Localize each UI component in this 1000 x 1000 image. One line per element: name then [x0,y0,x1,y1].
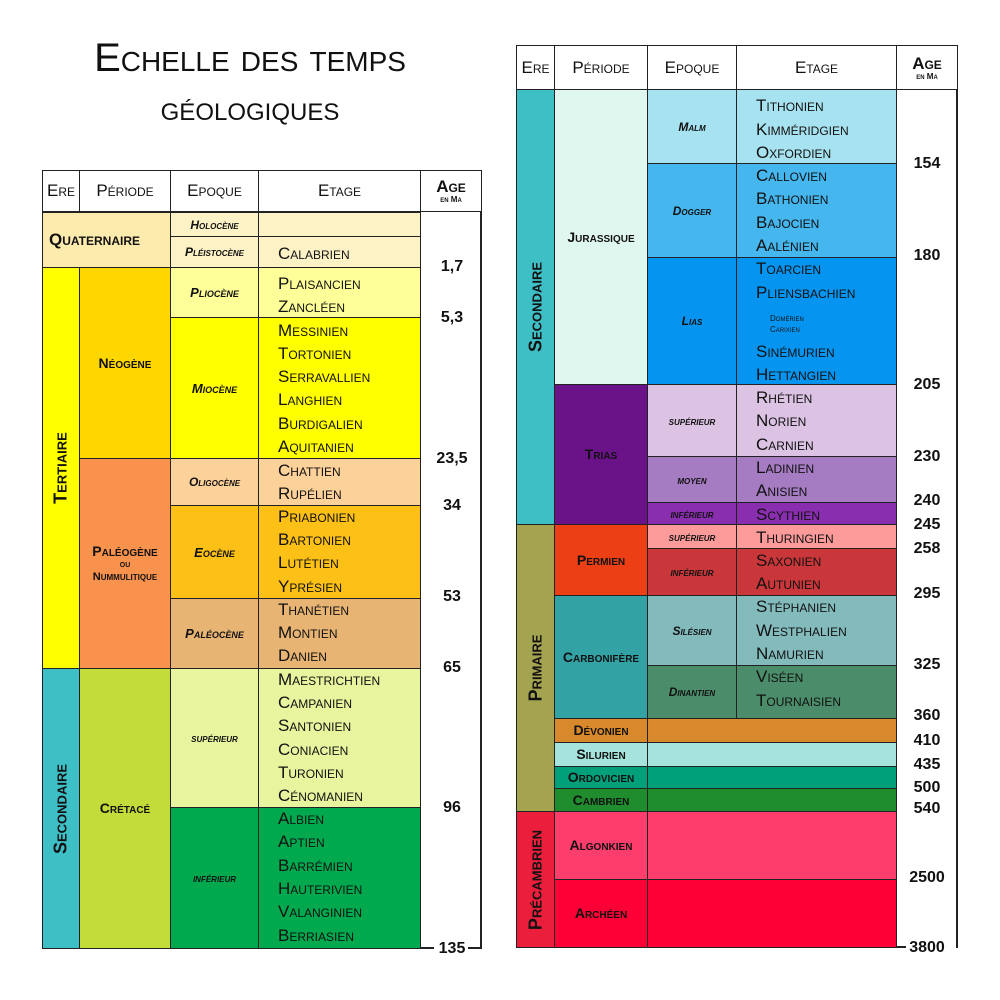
header-age-label: Age [436,177,466,196]
stage-valanginien: Valanginien [278,902,363,921]
stage-turonien: Turonien [278,763,344,782]
stage-santonien: Santonien [278,716,352,735]
chart-title-line-1: Echelle des temps [94,36,406,80]
stage-hauterivien: Hauterivien [278,879,363,898]
stage-langhien: Langhien [278,390,343,409]
stage-bartonien: Bartonien [278,530,351,549]
stage-oxfordien: Oxfordien [756,143,832,162]
stage-pliensbachien: Pliensbachien [756,283,856,302]
era-precambrien [516,811,555,948]
stage-domerien: Domérien [770,314,804,323]
period-archeen-band [647,879,897,948]
age-label-180: 180 [913,247,941,264]
header-age-right [896,45,958,90]
age-label-3800: 3800 [909,939,945,956]
epoch-malm: Malm [647,89,737,164]
stage-toarcien: Toarcien [756,259,822,278]
age-label-205: 205 [913,376,941,393]
stage-westphalien: Westphalien [756,621,847,640]
header-epoque: Epoque [170,170,259,212]
epoch-cretace-superieur: supérieur [170,668,259,808]
age-label-230: 230 [913,448,941,465]
age-label-410: 410 [913,732,941,749]
chart-title-line-2: géologiques [160,90,340,128]
era-secondaire-right [516,89,555,525]
stage-scythien: Scythien [756,505,821,524]
stage-coniacien: Coniacien [278,740,349,759]
period-paleogene-label: Paléogène [92,542,158,559]
stage-burdigalien: Burdigalien [278,414,363,433]
period-ordovicien-band [647,766,897,789]
epoch-trias-superieur: supérieur [647,384,737,457]
era-primaire-label: Primaire [525,634,545,702]
era-quaternaire: Quaternaire [42,212,171,268]
stage-aquitanien: Aquitanien [278,437,354,456]
age-label-360: 360 [913,707,941,724]
header-epoque-right: Epoque [647,45,737,90]
stage-thuringien: Thuringien [756,528,834,547]
header-ere: Ere [42,170,80,212]
stage-namurien: Namurien [756,644,824,663]
period-paleogene [79,458,171,669]
stage-montien: Montien [278,623,338,642]
stage-barremien: Barrémien [278,856,353,875]
period-devonien: Dévonien [554,718,648,743]
age-label-245: 245 [913,516,941,533]
period-cretace: Crétacé [79,668,171,949]
stage-bajocien: Bajocien [756,213,820,232]
stage-norien: Norien [756,411,807,430]
stage-albien: Albien [278,809,325,828]
epoch-trias-moyen: moyen [647,456,737,503]
stage-viseen: Viséen [756,667,804,686]
stage-campanien: Campanien [278,693,353,712]
header-etage-right: Etage [736,45,897,90]
stage-ypresien: Yprésien [278,577,343,596]
epoch-silesien: Silésien [647,595,737,666]
period-archeen: Archéen [554,879,648,948]
age-label-1-7: 1,7 [440,258,464,275]
epoch-eocene: Eocène [170,505,259,599]
stage-chattien: Chattien [278,461,341,480]
epoch-holocene: Holocène [170,212,259,237]
epoch-pliocene: Pliocène [170,267,259,318]
age-label-258: 258 [913,540,941,557]
era-secondaire-left-label: Secondaire [50,763,71,854]
age-label-53: 53 [443,588,461,605]
stage-lutetien: Lutétien [278,553,339,572]
age-label-34: 34 [443,497,461,514]
stage-ladinien: Ladinien [756,458,815,477]
stage-maestrichtien: Maestrichtien [278,670,381,689]
stage-stephanien: Stéphanien [756,597,837,616]
period-paleogene-ou: ou [119,559,131,571]
stage-plaisancien: Plaisancien [278,274,361,293]
epoch-lias: Lias [647,257,737,385]
age-label-325: 325 [913,656,941,673]
epoch-paleocene: Paléocène [170,598,259,669]
age-label-96: 96 [443,799,461,816]
stage-anisien: Anisien [756,481,808,500]
stage-tortonien: Tortonien [278,344,352,363]
epoch-cretace-inferieur: inférieur [170,807,259,949]
stage-bathonien: Bathonien [756,189,829,208]
stage-cenomanien: Cénomanien [278,786,363,805]
age-label-540: 540 [913,800,941,817]
stage-tournaisien: Tournaisien [756,691,842,710]
stage-danien: Danien [278,646,327,665]
stage-messinien: Messinien [278,321,349,340]
age-label-135: 135 [438,940,466,957]
header-age-right-label: Age [912,53,942,73]
stage-aalenien: Aalénien [756,236,819,255]
header-age-right-unit: en Ma [916,71,938,81]
epoch-permien-inferieur: inférieur [647,548,737,596]
header-etage: Etage [258,170,421,212]
age-label-295: 295 [913,585,941,602]
period-neogene: Néogène [79,267,171,459]
age-label-65: 65 [443,659,461,676]
age-label-500: 500 [913,779,941,796]
era-secondaire-left [42,668,80,949]
stage-priabonien: Priabonien [278,507,356,526]
period-devonien-band [647,718,897,743]
era-primaire [516,524,555,812]
epoch-miocene: Miocène [170,317,259,459]
stage-hettangien: Hettangien [756,365,837,384]
header-age [420,170,482,212]
era-tertiaire [42,267,80,669]
stage-kimmeridgien: Kimméridgien [756,120,849,139]
header-ere-right: Ere [516,45,555,90]
stage-carixien: Carixien [770,325,800,334]
era-precambrien-label: Précambrien [525,829,545,930]
stage-carnien: Carnien [756,435,814,454]
age-label-23-5: 23,5 [436,450,468,467]
epoch-oligocene: Oligocène [170,458,259,506]
stage-berriasien: Berriasien [278,926,355,945]
stage-saxonien: Saxonien [756,551,822,570]
period-permien: Permien [554,524,648,596]
period-ordovicien: Ordovicien [554,766,648,789]
period-trias: Trias [554,384,648,525]
age-tick-135-right [468,947,482,949]
stage-holocene-cell [258,212,421,237]
age-label-2500: 2500 [909,869,945,886]
stage-zancleen: Zancléen [278,297,346,316]
stage-callovien: Callovien [756,166,827,185]
epoch-trias-inferieur: inférieur [647,502,737,525]
stage-autunien: Autunien [756,574,821,593]
epoch-dinantien: Dinantien [647,665,737,719]
header-periode-right: Période [554,45,648,90]
stage-thanetien: Thanétien [278,600,350,619]
period-algonkien-band [647,811,897,880]
period-nummulitique: Nummulitique [92,571,158,584]
stage-aptien: Aptien [278,832,325,851]
stage-calabrien: Calabrien [278,244,350,263]
era-tertiaire-label: Tertiaire [50,432,71,504]
period-algonkien: Algonkien [554,811,648,880]
age-label-154: 154 [913,155,941,172]
stage-tithonien: Tithonien [756,96,824,115]
age-label-435: 435 [913,756,941,773]
epoch-pleistocene: Pléistocène [170,236,259,268]
stage-rupelien: Rupélien [278,484,342,503]
period-jurassique: Jurassique [554,89,648,385]
period-cambrien: Cambrien [554,788,648,812]
header-age-unit: en Ma [440,195,462,204]
epoch-permien-superieur: supérieur [647,524,737,549]
period-silurien: Silurien [554,742,648,767]
age-label-5-3: 5,3 [440,309,464,326]
period-carbonifere: Carbonifère [554,595,648,719]
period-silurien-band [647,742,897,767]
era-secondaire-right-label: Secondaire [525,261,545,353]
period-cambrien-band [647,788,897,812]
header-periode: Période [79,170,171,212]
age-label-240: 240 [913,492,941,509]
stage-serravallien: Serravallien [278,367,371,386]
stage-rhetien: Rhétien [756,388,813,407]
epoch-dogger: Dogger [647,163,737,258]
stage-sinemurien: Sinémurien [756,342,835,361]
